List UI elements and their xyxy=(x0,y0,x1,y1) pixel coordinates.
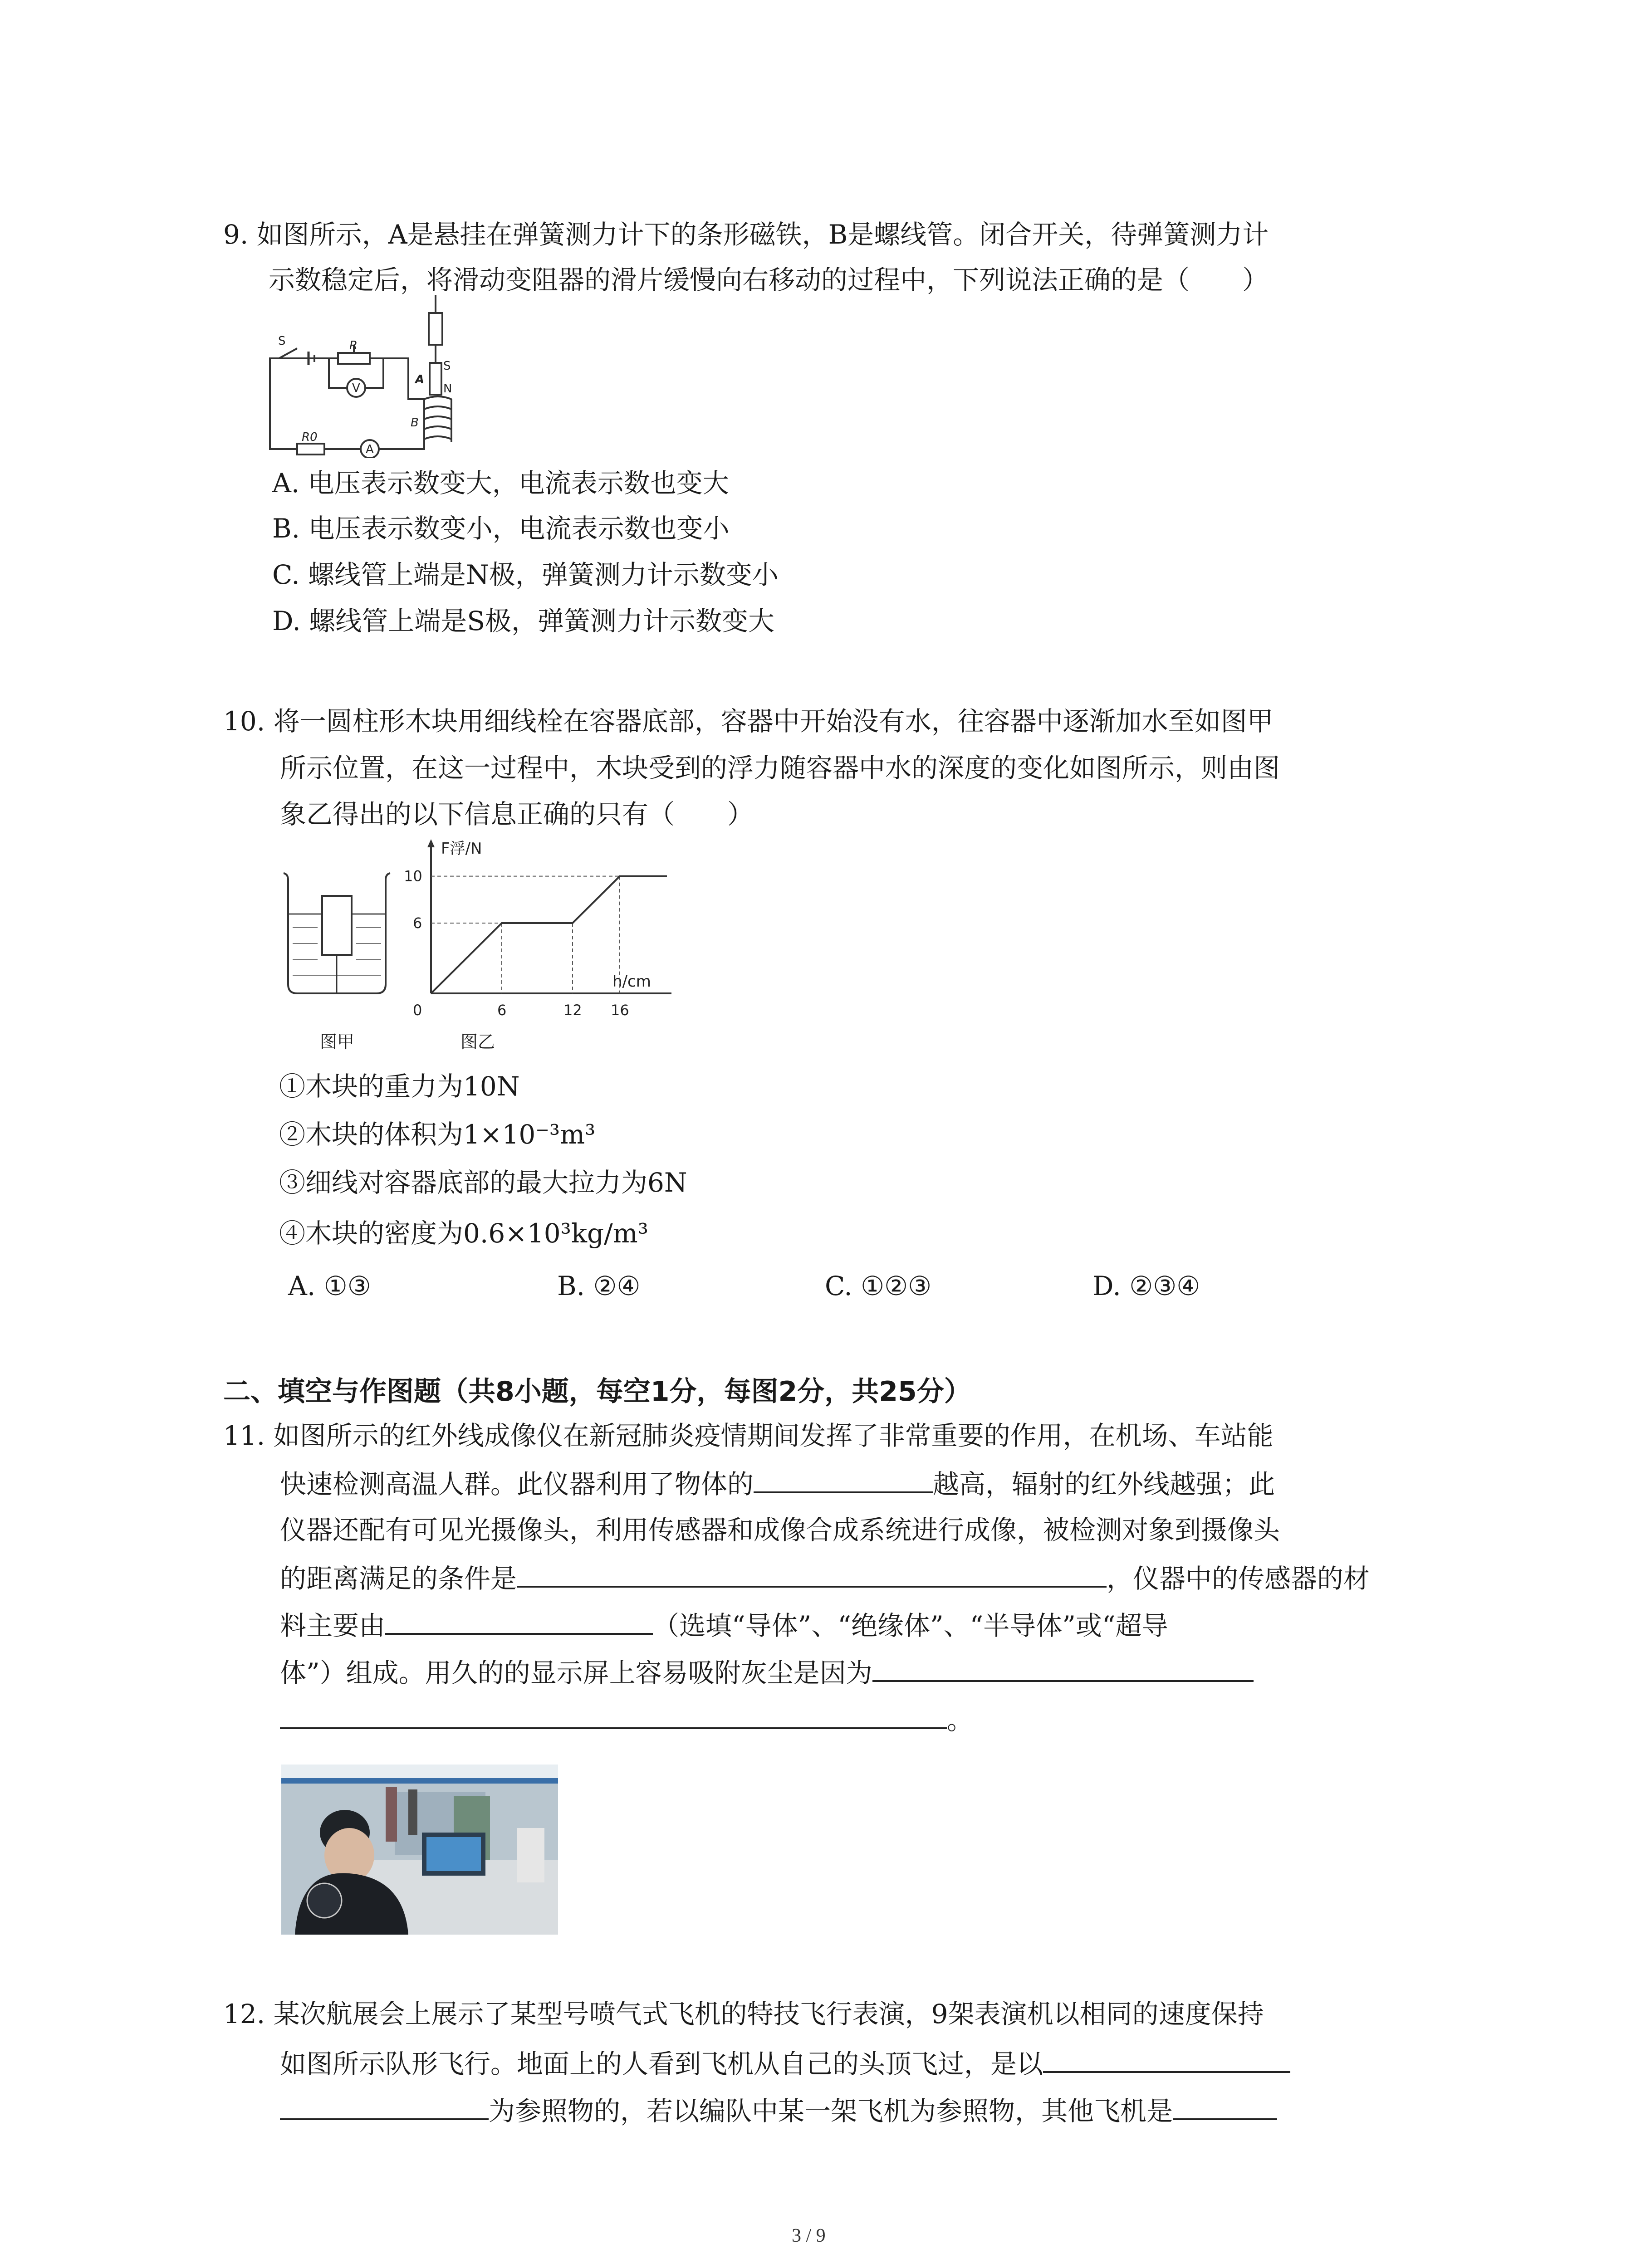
section-2-title: 二、填空与作图题（共8小题，每空1分，每图2分，共25分） xyxy=(223,1376,971,1408)
q12-line3 xyxy=(280,2093,1277,2127)
q11-line5-text-a: 料主要由 xyxy=(280,1610,386,1641)
q9-option-a[interactable]: A. 电压表示数变大，电流表示数也变大 xyxy=(272,468,729,499)
q11-blank-1[interactable] xyxy=(754,1466,933,1493)
rheostat-label: R xyxy=(349,339,358,352)
q11-line2-text-a: 快速检测高温人群。此仪器利用了物体的 xyxy=(280,1469,754,1500)
x-tick-label: 12 xyxy=(563,1002,582,1019)
q10-option-c[interactable]: C. ①②③ xyxy=(825,1271,932,1301)
x-tick-label: 16 xyxy=(611,1002,629,1019)
magnet-a-label: A xyxy=(415,373,425,386)
bar-magnet xyxy=(430,363,441,395)
q12-line3-text: 为参照物的，若以编队中某一架飞机为参照物，其他飞机是 xyxy=(489,2096,1173,2126)
q12-blank-1a[interactable] xyxy=(1043,2046,1290,2073)
page-number: 3 / 9 xyxy=(792,2225,826,2246)
y-tick-label: 10 xyxy=(404,867,422,885)
q11-line2-text-b: 越高，辐射的红外线越强；此 xyxy=(933,1469,1275,1500)
magnet-n-label: N xyxy=(443,382,452,396)
q11-line4 xyxy=(280,1560,1370,1594)
switch-label: S xyxy=(278,334,286,348)
r0-label: R0 xyxy=(302,430,318,444)
q11-line5 xyxy=(280,1608,1168,1642)
q11-blank-3[interactable] xyxy=(385,1608,653,1635)
fig-yi-caption: 图乙 xyxy=(460,1032,495,1052)
y-tick-label: 6 xyxy=(413,914,422,932)
q9-option-b[interactable]: B. 电压表示数变小，电流表示数也变小 xyxy=(272,513,730,544)
q9-option-c[interactable]: C. 螺线管上端是N极，弹簧测力计示数变小 xyxy=(272,559,779,590)
voltmeter-label: V xyxy=(352,381,360,395)
q11-blank-4b[interactable] xyxy=(280,1702,947,1729)
rheostat xyxy=(338,353,370,364)
q12-blank-1b[interactable] xyxy=(280,2093,489,2120)
y-axis-label: F浮/N xyxy=(441,840,482,858)
q10-statement-4: ④木块的密度为0.6×10³kg/m³ xyxy=(279,1218,648,1249)
x-axis-label: h/cm xyxy=(612,973,651,991)
q11-line5-text-b: （选填“导体”、“绝缘体”、“半导体”或“超导 xyxy=(653,1610,1168,1641)
wooden-block xyxy=(322,896,352,955)
solenoid-coil xyxy=(424,396,451,439)
fig-jia-caption: 图甲 xyxy=(320,1032,355,1052)
q10-stem-line2: 所示位置，在这一过程中，木块受到的浮力随容器中水的深度的变化如图所示，则由图 xyxy=(280,753,1280,783)
q11-line3: 仪器还配有可见光摄像头，利用传感器和成像合成系统进行成像，被检测对象到摄像头 xyxy=(280,1515,1280,1545)
x-tick-label: 0 xyxy=(413,1002,422,1019)
q11-blank-4a[interactable] xyxy=(872,1655,1254,1682)
q12-blank-2[interactable] xyxy=(1173,2093,1277,2120)
fig-yi-chart xyxy=(399,835,681,1025)
r0-resistor xyxy=(297,444,324,455)
q11-line4-text-b: ，仪器中的传感器的材 xyxy=(1107,1563,1370,1594)
q12-line1: 12. 某次航展会上展示了某型号喷气式飞机的特技飞行表演，9架表演机以相同的速度保持 xyxy=(223,1999,1264,2029)
q9-stem-line2: 示数稳定后，将滑动变阻器的滑片缓慢向右移动的过程中，下列说法正确的是（ ） xyxy=(269,264,1269,295)
q11-line7-period: 。 xyxy=(947,1705,974,1735)
q11-line6-text-a: 体”）组成。用久的的显示屏上容易吸附灰尘是因为 xyxy=(280,1657,872,1688)
fig-jia-container xyxy=(279,869,397,1005)
spring-scale xyxy=(429,313,442,345)
q9-stem-line1: 9. 如图所示，A是悬挂在弹簧测力计下的条形磁铁，B是螺线管。闭合开关，待弹簧测力计 xyxy=(223,219,1269,250)
q11-blank-2[interactable] xyxy=(517,1560,1107,1588)
q10-option-a[interactable]: A. ①③ xyxy=(288,1271,371,1301)
ammeter-label: A xyxy=(366,443,374,456)
q10-statement-1: ①木块的重力为10N xyxy=(279,1071,520,1102)
q9-option-d[interactable]: D. 螺线管上端是S极，弹簧测力计示数变大 xyxy=(272,606,775,636)
q12-line2 xyxy=(280,2046,1290,2080)
magnet-s-label: S xyxy=(443,359,451,373)
q10-stem-line1: 10. 将一圆柱形木块用细线栓在容器底部，容器中开始没有水，往容器中逐渐加水至如图甲 xyxy=(223,706,1274,737)
infrared-imager-photo xyxy=(281,1765,558,1935)
q10-option-d[interactable]: D. ②③④ xyxy=(1092,1271,1200,1301)
q10-statement-3: ③细线对容器底部的最大拉力为6N xyxy=(279,1167,687,1198)
q11-line4-text-a: 的距离满足的条件是 xyxy=(280,1563,517,1594)
q11-line1: 11. 如图所示的红外线成像仪在新冠肺炎疫情期间发挥了非常重要的作用，在机场、车站能 xyxy=(223,1420,1274,1451)
q12-line2-text: 如图所示队形飞行。地面上的人看到飞机从自己的头顶飞过，是以 xyxy=(280,2048,1043,2079)
x-tick-label: 6 xyxy=(497,1002,507,1019)
q11-line2 xyxy=(280,1466,1275,1500)
q10-option-b[interactable]: B. ②④ xyxy=(557,1271,641,1301)
coil-b-label: B xyxy=(411,416,419,430)
q11-line7 xyxy=(280,1702,973,1736)
q11-line6 xyxy=(280,1655,1254,1689)
y-axis-arrow xyxy=(427,839,435,847)
q10-statement-2: ②木块的体积为1×10⁻³m³ xyxy=(279,1119,596,1150)
q10-stem-line3: 象乙得出的以下信息正确的只有（ ） xyxy=(280,799,754,830)
q9-circuit-figure xyxy=(261,295,460,458)
